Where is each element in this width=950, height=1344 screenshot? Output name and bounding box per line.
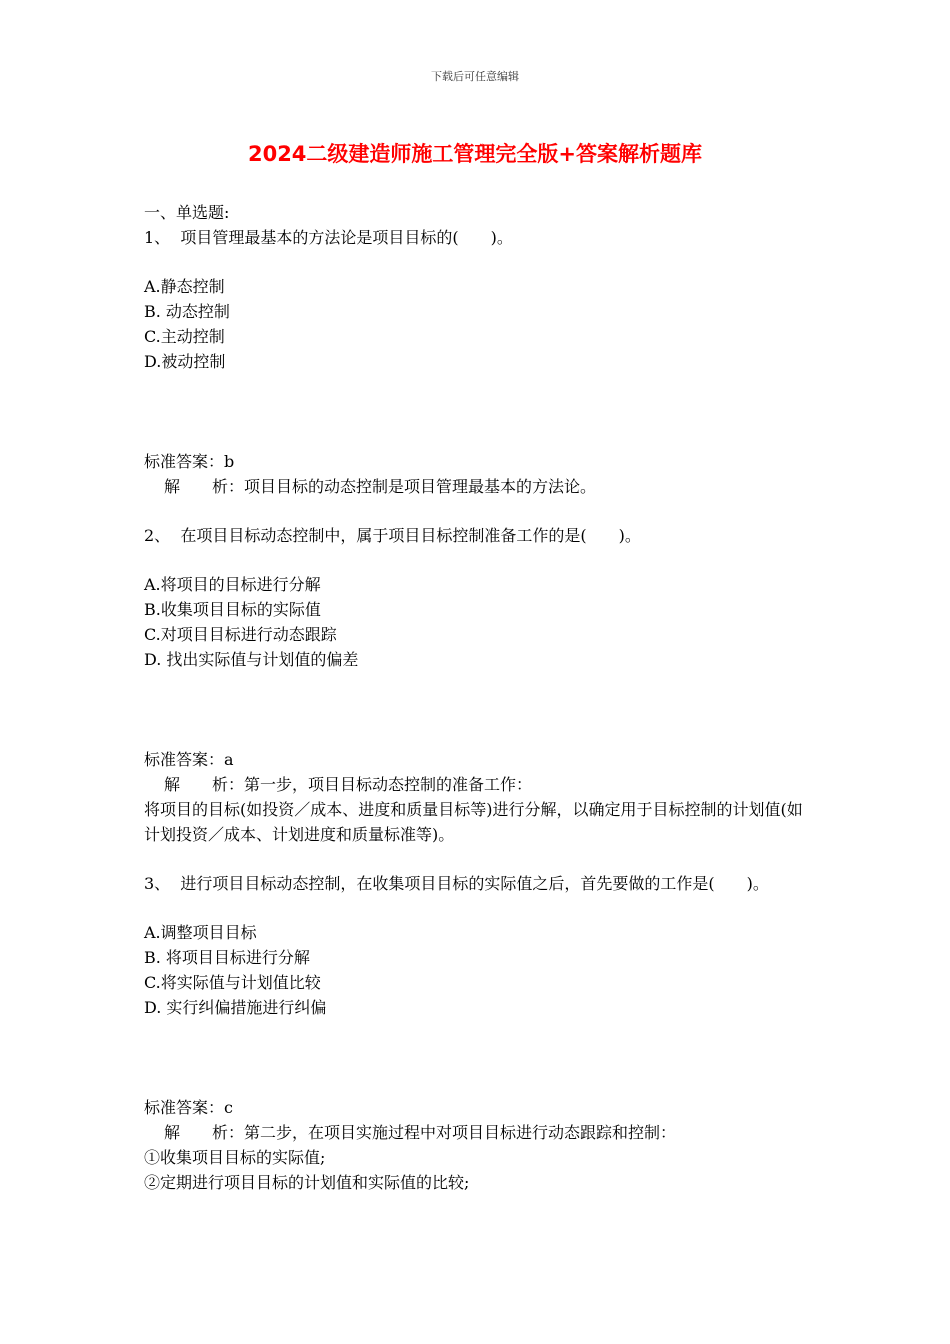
question-text: 项目管理最基本的方法论是项目目标的( )。	[180, 228, 513, 247]
question-text: 进行项目目标动态控制，在收集项目目标的实际值之后，首先要做的工作是( )。	[180, 874, 769, 893]
analysis-text: 第二步，在项目实施过程中对项目目标进行动态跟踪和控制：	[244, 1123, 677, 1142]
question-number: 2、	[144, 526, 171, 545]
answer-line	[144, 1095, 814, 1120]
header-note: 下载后可任意编辑	[431, 70, 519, 83]
answer-line	[144, 449, 814, 474]
answer-value: a	[224, 750, 234, 769]
question-text: 在项目目标动态控制中，属于项目目标控制准备工作的是( )。	[180, 526, 641, 545]
analysis-text: 项目目标的动态控制是项目管理最基本的方法论。	[244, 477, 597, 496]
analysis-label: 解 析：	[164, 1123, 245, 1142]
answer-value: b	[224, 452, 235, 471]
document-body	[144, 200, 814, 1195]
section-heading: 一、单选题:	[144, 203, 230, 222]
option-b: B. 动态控制	[144, 302, 230, 321]
option-c: C.对项目目标进行动态跟踪	[144, 625, 337, 644]
answer-line	[144, 747, 814, 772]
analysis-text: 第一步，项目目标动态控制的准备工作：	[244, 775, 533, 794]
analysis-label: 解 析：	[164, 775, 245, 794]
question-number: 3、	[144, 874, 171, 893]
analysis-step: ②定期进行项目目标的计划值和实际值的比较;	[144, 1173, 470, 1192]
question-stem	[144, 523, 814, 548]
answer-label: 标准答案：	[144, 750, 225, 769]
option-a: A.静态控制	[144, 277, 225, 296]
answer-label: 标准答案：	[144, 1098, 225, 1117]
analysis-step: ①收集项目目标的实际值;	[144, 1148, 326, 1167]
option-a: A.将项目的目标进行分解	[144, 575, 321, 594]
question-1	[144, 225, 814, 499]
analysis-line	[144, 474, 814, 499]
option-a: A.调整项目目标	[144, 923, 257, 942]
option-d: D. 找出实际值与计划值的偏差	[144, 650, 359, 669]
question-stem	[144, 871, 814, 896]
option-d: D.被动控制	[144, 352, 226, 371]
option-b: B.收集项目目标的实际值	[144, 600, 321, 619]
question-2	[144, 523, 814, 847]
question-3	[144, 871, 814, 1195]
analysis-line	[144, 1120, 814, 1145]
analysis-line	[144, 772, 814, 797]
option-c: C.将实际值与计划值比较	[144, 973, 321, 992]
analysis-paragraph: 将项目的目标(如投资／成本、进度和质量目标等)进行分解，以确定用于目标控制的计划值(如计划投资／成本、计划进度和质量标准等)。	[144, 800, 803, 844]
document-title: 2024二级建造师施工管理完全版+答案解析题库	[247, 142, 703, 166]
option-b: B. 将项目目标进行分解	[144, 948, 310, 967]
option-d: D. 实行纠偏措施进行纠偏	[144, 998, 327, 1017]
option-c: C.主动控制	[144, 327, 225, 346]
answer-value: c	[224, 1098, 233, 1117]
analysis-label: 解 析：	[164, 477, 245, 496]
question-number: 1、	[144, 228, 171, 247]
question-stem	[144, 225, 814, 250]
answer-label: 标准答案：	[144, 452, 225, 471]
